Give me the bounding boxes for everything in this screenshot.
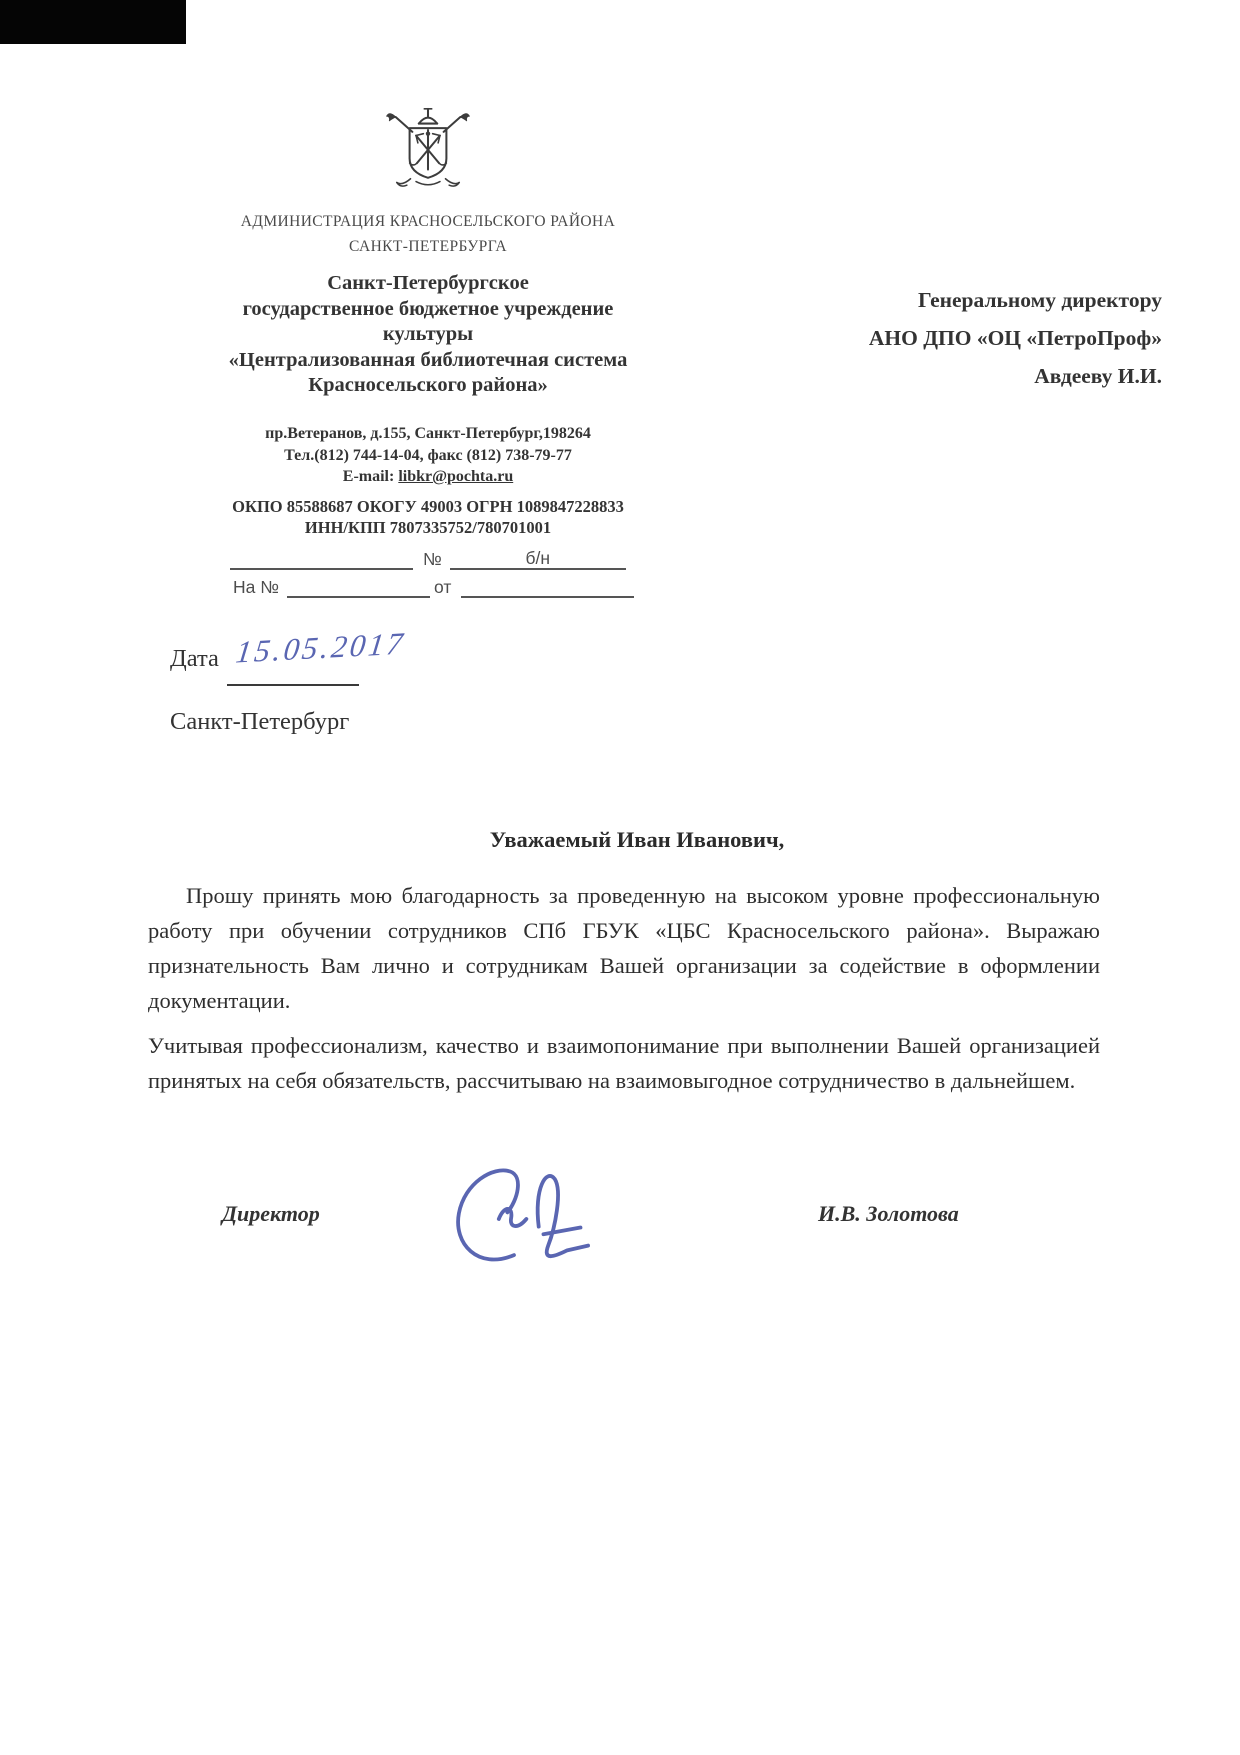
outgoing-number-value: б/н xyxy=(525,548,551,568)
okpo-ogrn-line: ОКПО 85588687 ОКОГУ 49003 ОГРН 1089847228833 xyxy=(232,497,624,516)
reply-number-label: На № xyxy=(233,577,280,597)
inn-kpp-line: ИНН/КПП 7807335752/780701001 xyxy=(304,518,552,537)
reply-number-blank-line xyxy=(287,576,430,598)
administration-line-2: САНКТ-ПЕТЕРБУРГА xyxy=(349,238,507,255)
reply-from-label: от xyxy=(434,577,452,597)
email-address: libkr@pochta.ru xyxy=(398,468,514,485)
phone-fax: Тел.(812) 744-14-04, факс (812) 738-79-77 xyxy=(284,446,572,464)
org-name-line: культуры xyxy=(382,323,474,345)
reply-date-blank-line xyxy=(461,576,634,598)
org-name-line: Санкт-Петербургское xyxy=(327,272,529,294)
email-label: E-mail: xyxy=(342,468,395,485)
addressee-position: Генеральному директору xyxy=(918,288,1162,312)
contact-block xyxy=(150,423,706,488)
org-name-line: Красносельского района» xyxy=(308,374,548,396)
organization-name xyxy=(140,271,716,399)
date-label: Дата xyxy=(170,645,219,672)
scan-artifact-bar xyxy=(0,0,186,44)
addressee-block xyxy=(869,281,1162,395)
signer-name: И.В. Золотова xyxy=(818,1201,959,1226)
postal-address: пр.Ветеранов, д.155, Санкт-Петербург,198264 xyxy=(265,425,591,442)
city-line: Санкт-Петербург xyxy=(170,708,350,735)
date-underline xyxy=(227,662,359,686)
administration-line-1: АДМИНИСТРАЦИЯ КРАСНОСЕЛЬСКОГО РАЙОНА xyxy=(240,213,616,230)
handwritten-date: 15.05.2017 xyxy=(234,625,408,670)
number-sign-label: № xyxy=(423,549,442,569)
body-paragraph-2: Учитывая профессионализм, качество и взаимопонимание при выполнении Вашей организацией принятых на себя обязательств, рассчитываю на взаимовыгодное сотрудничество в дальнейшем. xyxy=(148,1033,1100,1093)
requisites-block xyxy=(150,496,706,538)
administration-header xyxy=(160,209,696,259)
addressee-organization: АНО ДПО «ОЦ «ПетроПроф» xyxy=(868,326,1162,350)
addressee-name: Авдееву И.И. xyxy=(1034,364,1162,388)
signer-position: Директор xyxy=(222,1201,320,1226)
email-line xyxy=(150,466,706,488)
reply-reference-line xyxy=(233,576,634,598)
org-name-line: «Централизованная библиотечная система xyxy=(228,348,628,371)
saint-petersburg-coat-of-arms-icon xyxy=(382,104,474,202)
handwritten-signature-ink xyxy=(438,1158,628,1280)
outgoing-number-line xyxy=(450,548,626,570)
org-name-line: государственное бюджетное учреждение xyxy=(242,297,614,320)
reference-number-line xyxy=(230,548,626,570)
outgoing-date-blank-line xyxy=(230,548,413,570)
body-paragraph-1: Прошу принять мою благодарность за проведенную на высоком уровне профессиональную работу при обучении сотрудников СПб ГБУК «ЦБС Красносельского района». Выражаю признательность Вам лично и сотрудникам Вашей организации за содействие в оформлении документации. xyxy=(148,883,1100,1013)
salutation: Уважаемый Иван Иванович, xyxy=(489,827,785,852)
